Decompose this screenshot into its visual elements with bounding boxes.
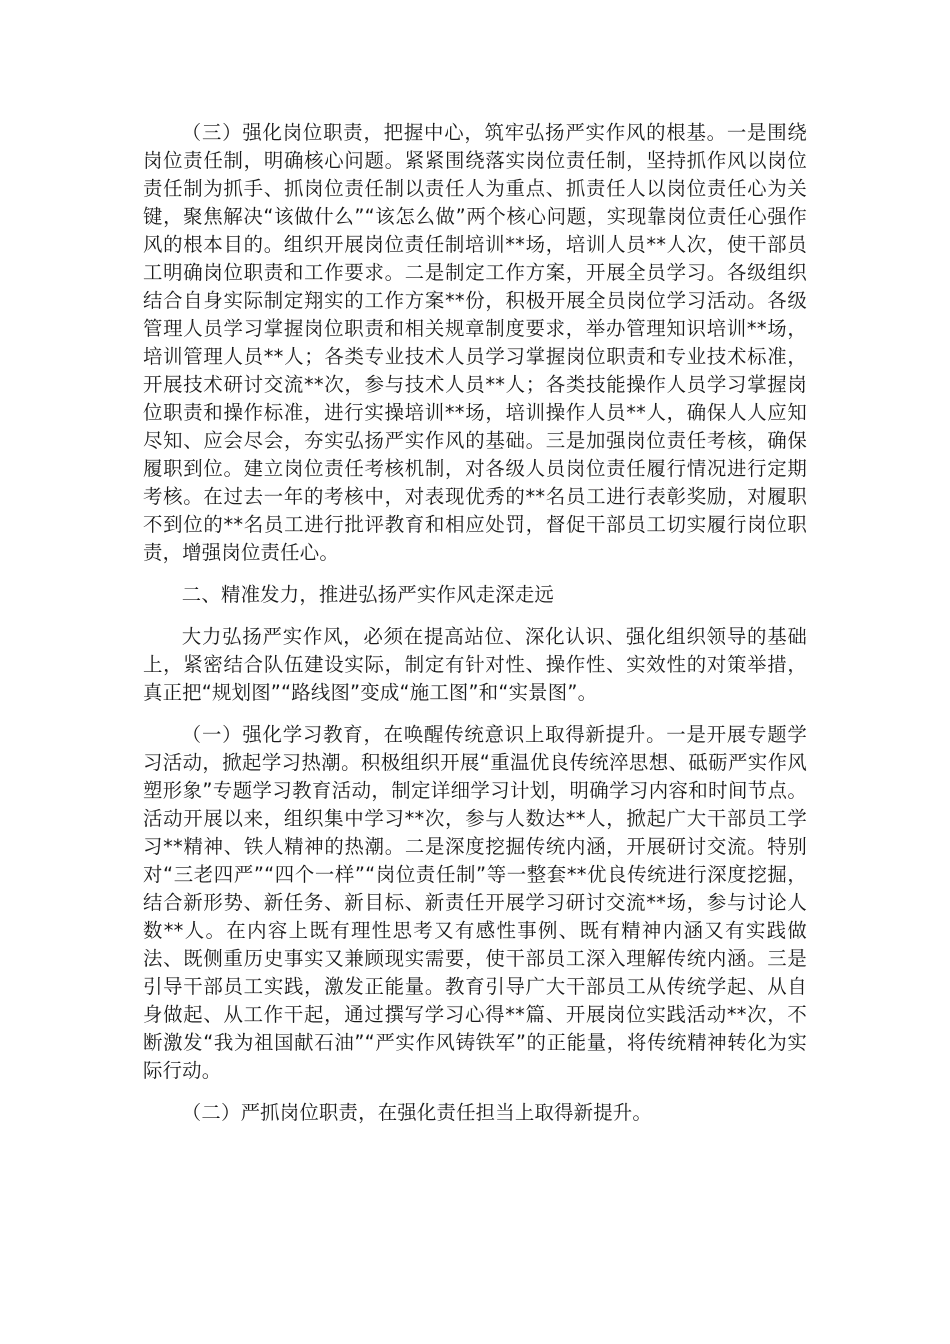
paragraph-subsection-1: （一）强化学习教育，在唤醒传统意识上取得新提升。一是开展专题学习活动，掀起学习热潮。积极组织开展“重温优良传统淬思想、砥砺严实作风塑形象”专题学习教育活动，制定详细学习计划，明确学习内容和时间节点。活动开展以来，组织集中学习**次，参与人数达**人，掀起广大干部员工学习**精神、铁人精神的热潮。二是深度挖掘传统内涵，开展研讨交流。特别对“三老四严”“四个一样”“岗位责任制”等一整套**优良传统进行深度挖掘，结合新形势、新任务、新目标、新责任开展学习研讨交流**场，参与讨论人数**人。在内容上既有理性思考又有感性事例、既有精神内涵又有实践做法、既侧重历史事实又兼顾现实需要，使干部员工深入理解传统内涵。三是引导干部员工实践，激发正能量。教育引导广大干部员工从传统学起、从自身做起、从工作干起，通过撰写学习心得**篇、开展岗位实践活动**次，不断激发“我为祖国献石油”“严实作风铸铁军”的正能量，将传统精神转化为实际行动。 [143, 723, 807, 1082]
paragraph-section-3: （三）强化岗位职责，把握中心，筑牢弘扬严实作风的根基。一是围绕岗位责任制，明确核心问题。紧紧围绕落实岗位责任制，坚持抓作风以岗位责任制为抓手、抓岗位责任制以责任人为重点、抓责任人以岗位责任心为关键，聚焦解决“该做什么”“该怎么做”两个核心问题，实现靠岗位责任心强作风的根本目的。组织开展岗位责任制培训**场，培训人员**人次，使干部员工明确岗位职责和工作要求。二是制定工作方案，开展全员学习。各级组织结合自身实际制定翔实的工作方案**份，积极开展全员岗位学习活动。各级管理人员学习掌握岗位职责和相关规章制度要求，举办管理知识培训**场，培训管理人员**人；各类专业技术人员学习掌握岗位职责和专业技术标准，开展技术研讨交流**次，参与技术人员**人；各类技能操作人员学习掌握岗位职责和操作标准，进行实操培训**场，培训操作人员**人，确保人人应知尽知、应会尽会，夯实弘扬严实作风的基础。三是加强岗位责任考核，确保履职到位。建立岗位责任考核机制，对各级人员岗位责任履行情况进行定期考核。在过去一年的考核中，对表现优秀的**名员工进行表彰奖励，对履职不到位的**名员工进行批评教育和相应处罚，督促干部员工切实履行岗位职责，增强岗位责任心。 [143, 121, 807, 564]
document-page [143, 119, 807, 1141]
paragraph-subsection-2: （二）严抓岗位职责，在强化责任担当上取得新提升。 [181, 1101, 652, 1124]
paragraph-intro: 大力弘扬严实作风，必须在提高站位、深化认识、强化组织领导的基础上，紧密结合队伍建设实际，制定有针对性、操作性、实效性的对策举措，真正把“规划图”“路线图”变成“施工图”和“实景图”。 [143, 625, 807, 704]
section-heading-2: 二、精准发力，推进弘扬严实作风走深走远 [181, 583, 555, 606]
